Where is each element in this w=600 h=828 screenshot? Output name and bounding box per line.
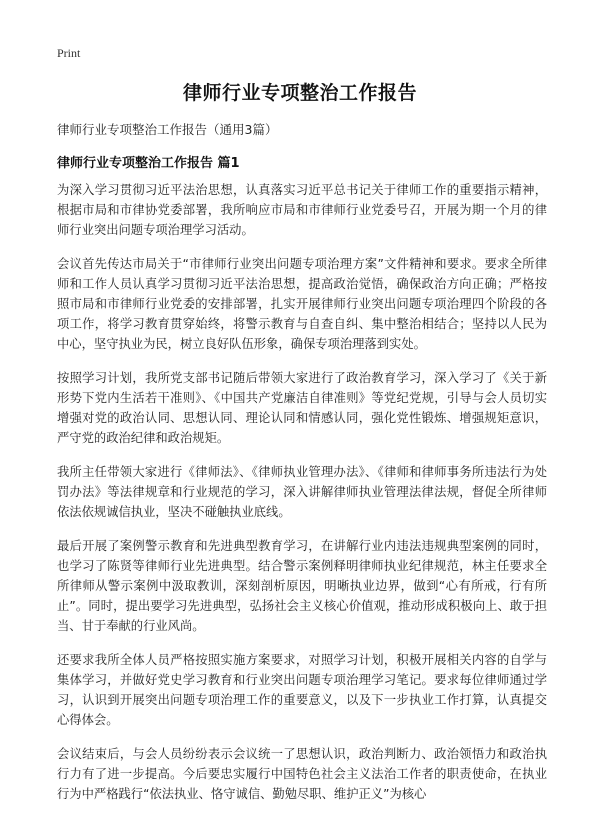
document-title: 律师行业专项整治工作报告 (182, 82, 417, 104)
paragraph: 会议首先传达市局关于“市律师行业突出问题专项治理方案”文件精神和要求。要求全所律师和工作人员认真学习贯彻习近平法治思想，提高政治觉悟，确保政治方向正确；严格按照市局和市律师行业党委的安排部署，扎实开展律师行业突出问题专项治理四个阶段的各项工作，将学习教育贯穿始终，将警示教育与自查自纠、集中整治相结合；坚持以人民为中心，坚守执业为民，树立良好队伍形象，确保专项治理落到实处。 (57, 257, 547, 351)
paragraph: 为深入学习贯彻习近平法治思想，认真落实习近平总书记关于律师工作的重要指示精神，根据市局和市律协党委部署，我所响应市局和市律师行业党委号召，开展为期一个月的律师行业突出问题专项治理学习活动。 (57, 183, 547, 237)
document-subtitle: 律师行业专项整治工作报告（通用3篇） (57, 122, 278, 137)
paragraph: 按照学习计划，我所党支部书记随后带领大家进行了政治教育学习，深入学习了《关于新形势下党内生活若干准则》、《中国共产党廉洁自律准则》等党纪党规，引导与会人员切实增强对党的政治认同、思想认同、理论认同和情感认同，强化党性锻炼、增强规矩意识，严守党的政治纪律和政治规矩。 (57, 371, 547, 445)
paragraph: 还要求我所全体人员严格按照实施方案要求，对照学习计划，积极开展相关内容的自学与集体学习，并做好党史学习教育和行业突出问题专项治理学习笔记。要求每位律师通过学习，认识到开展突出问题专项治理工作的重要意义，以及下一步执业工作打算，认真提交心得体会。 (57, 653, 547, 727)
document-body (57, 180, 547, 818)
paragraph: 最后开展了案例警示教育和先进典型教育学习，在讲解行业内违法违规典型案例的同时，也学习了陈贤等律师行业先进典型。结合警示案例释明律师执业纪律规范，林主任要求全所律师从警示案例中汲取教训，深刻剖析原因，明晰执业边界，做到“心有所戒，行有所止”。同时，提出要学习先进典型，弘扬社会主义核心价值观，推动形成积极向上、敢于担当、甘于奉献的行业风尚。 (57, 539, 547, 633)
paragraph: 我所主任带领大家进行《律师法》、《律师执业管理办法》、《律师和律师事务所违法行为处罚办法》等法律规章和行业规范的学习，深入讲解律师执业管理法律法规，督促全所律师依法依规诚信执业，坚决不碰触执业底线。 (57, 465, 547, 519)
paragraph: 会议结束后，与会人员纷纷表示会议统一了思想认识，政治判断力、政治领悟力和政治执行力有了进一步提高。今后要忠实履行中国特色社会主义法治工作者的职责使命，在执业行为中严格践行“依法执业、恪守诚信、勤勉尽职、维护正义”为核心 (57, 747, 547, 801)
section-heading: 律师行业专项整治工作报告 篇1 (57, 156, 240, 171)
print-link[interactable]: Print (57, 46, 81, 60)
